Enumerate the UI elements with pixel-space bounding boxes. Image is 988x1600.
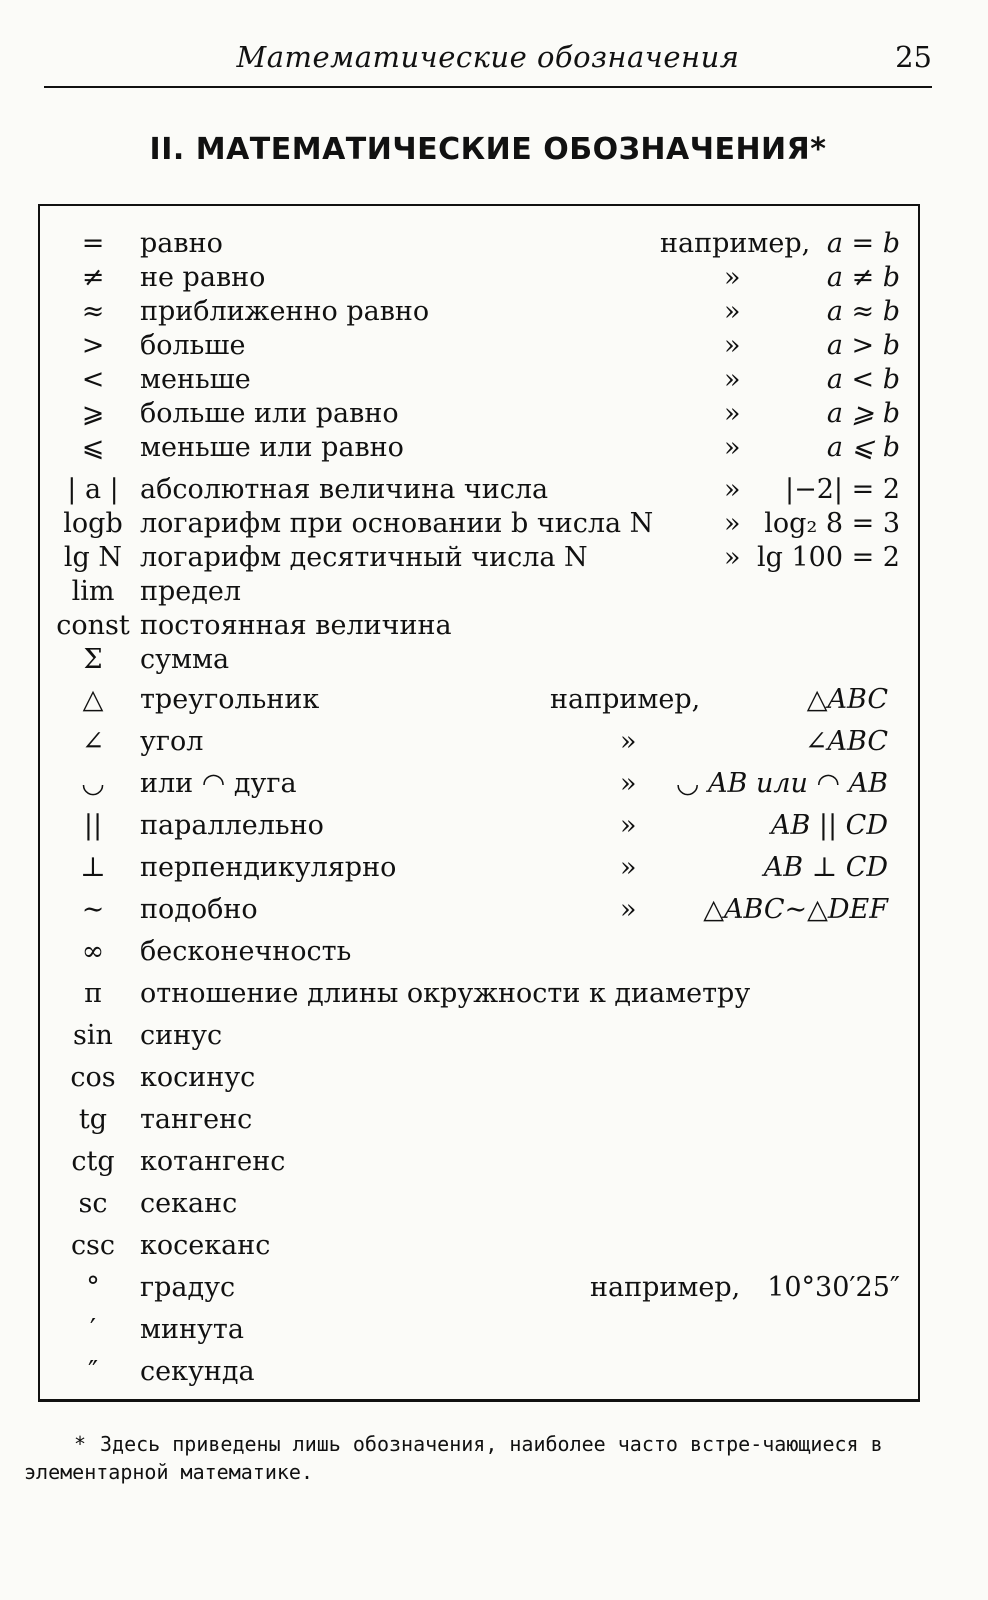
example-lead: » xyxy=(620,768,637,799)
notation-symbol: tg xyxy=(78,1104,108,1135)
example-value: a > b xyxy=(826,330,900,361)
example-value: a = b xyxy=(826,228,900,259)
table-row xyxy=(40,1058,918,1098)
notation-symbol: ⊥ xyxy=(80,852,106,883)
example-lead: » xyxy=(724,296,741,327)
example-value: △ABC∼△DEF xyxy=(703,894,888,925)
example-value: lg 100 = 2 xyxy=(756,542,900,573)
footnote-text: Здесь приведены лишь обозначения, наиболее часто встре-чающиеся в элементарной математике. xyxy=(24,1432,883,1484)
notation-meaning: треугольник xyxy=(140,684,320,715)
table-row xyxy=(40,890,918,930)
notation-symbol: ⩾ xyxy=(81,398,105,429)
example-lead: » xyxy=(724,474,741,505)
notation-symbol: csc xyxy=(70,1230,116,1261)
notation-symbol: ′ xyxy=(89,1314,97,1345)
example-lead: например, xyxy=(550,684,701,715)
notation-meaning: параллельно xyxy=(140,810,324,841)
table-row xyxy=(40,848,918,888)
example-lead: » xyxy=(724,432,741,463)
table-row xyxy=(40,1016,918,1056)
table-row xyxy=(40,764,918,804)
notation-meaning: секанс xyxy=(140,1188,238,1219)
notation-symbol: ⩽ xyxy=(81,432,105,463)
notation-symbol: > xyxy=(81,330,105,361)
notation-meaning: меньше или равно xyxy=(140,432,404,463)
notation-symbol: = xyxy=(81,228,105,259)
notation-meaning: постоянная величина xyxy=(140,610,452,641)
notation-symbol: logb xyxy=(63,508,123,539)
page-number: 25 xyxy=(895,40,932,74)
notation-meaning: меньше xyxy=(140,364,251,395)
table-row xyxy=(40,428,918,468)
example-lead: » xyxy=(724,364,741,395)
example-value: a ⩾ b xyxy=(826,398,900,429)
notation-symbol: ≈ xyxy=(81,296,105,327)
notation-meaning: не равно xyxy=(140,262,266,293)
notation-meaning: градус xyxy=(140,1272,236,1303)
notation-symbol: π xyxy=(84,978,102,1009)
notation-table xyxy=(38,204,920,1402)
table-row xyxy=(40,806,918,846)
example-value: a ⩽ b xyxy=(826,432,900,463)
table-row xyxy=(40,974,918,1014)
example-lead: » xyxy=(724,508,741,539)
notation-symbol: ° xyxy=(86,1272,100,1303)
table-row xyxy=(40,640,918,680)
notation-meaning: подобно xyxy=(140,894,258,925)
notation-symbol: ∠ xyxy=(81,726,105,757)
example-lead: » xyxy=(620,810,637,841)
example-value: AB ⊥ CD xyxy=(763,852,888,883)
example-lead: » xyxy=(620,726,637,757)
notation-symbol: < xyxy=(81,364,105,395)
notation-symbol: △ xyxy=(82,684,104,715)
notation-meaning: косеканс xyxy=(140,1230,271,1261)
notation-meaning: логарифм при основании b числа N xyxy=(140,508,654,539)
notation-symbol: || xyxy=(83,810,103,841)
example-lead: » xyxy=(724,262,741,293)
notation-symbol: const xyxy=(56,610,130,641)
example-value: △ABC xyxy=(806,684,888,715)
notation-meaning: косинус xyxy=(140,1062,256,1093)
table-row xyxy=(40,1226,918,1266)
table-row xyxy=(40,1100,918,1140)
notation-meaning: или ◠ дуга xyxy=(140,768,297,799)
notation-meaning: равно xyxy=(140,228,223,259)
notation-meaning: секунда xyxy=(140,1356,255,1387)
notation-symbol: ≠ xyxy=(81,262,105,293)
example-value: a ≠ b xyxy=(826,262,900,293)
notation-meaning: минута xyxy=(140,1314,244,1345)
example-lead: » xyxy=(724,398,741,429)
notation-symbol: sc xyxy=(78,1188,108,1219)
example-value: ◡ AB или ◠ AB xyxy=(675,768,888,799)
section-title: II. МАТЕМАТИЧЕСКИЕ ОБОЗНАЧЕНИЯ* xyxy=(149,132,827,167)
example-lead: » xyxy=(724,542,741,573)
example-value: ∠ABC xyxy=(804,726,888,757)
notation-symbol: ◡ xyxy=(81,768,105,799)
notation-symbol: ctg xyxy=(71,1146,115,1177)
example-lead: » xyxy=(724,330,741,361)
table-row xyxy=(40,680,918,720)
footnote-mark: * xyxy=(73,1432,86,1456)
example-lead: » xyxy=(620,894,637,925)
table-row xyxy=(40,1352,918,1392)
notation-meaning: бесконечность xyxy=(140,936,352,967)
notation-meaning: синус xyxy=(140,1020,223,1051)
notation-meaning: угол xyxy=(140,726,204,757)
notation-symbol: lg N xyxy=(63,542,123,573)
table-row xyxy=(40,722,918,762)
footnote xyxy=(24,1430,924,1486)
running-head xyxy=(44,34,932,88)
example-value: log₂ 8 = 3 xyxy=(764,508,900,539)
example-lead: » xyxy=(620,852,637,883)
table-row xyxy=(40,932,918,972)
notation-symbol: lim xyxy=(71,576,115,607)
example-value: a ≈ b xyxy=(826,296,900,327)
table-row xyxy=(40,1268,918,1308)
notation-meaning: перпендикулярно xyxy=(140,852,397,883)
notation-meaning: логарифм десятичный числа N xyxy=(140,542,588,573)
notation-meaning: тангенс xyxy=(140,1104,253,1135)
notation-symbol: ∞ xyxy=(81,936,105,967)
example-value: |−2| = 2 xyxy=(785,474,900,505)
example-lead: например, xyxy=(660,228,811,259)
example-value: AB || CD xyxy=(770,810,888,841)
notation-meaning: отношение длины окружности к диаметру xyxy=(140,978,751,1009)
table-row xyxy=(40,1142,918,1182)
notation-meaning: больше xyxy=(140,330,246,361)
notation-symbol: Σ xyxy=(83,644,103,675)
notation-meaning: абсолютная величина числа xyxy=(140,474,549,505)
example-lead: например, xyxy=(590,1272,741,1303)
example-value: 10°30′25″ xyxy=(767,1272,900,1303)
table-row xyxy=(40,1310,918,1350)
notation-meaning: больше или равно xyxy=(140,398,399,429)
notation-symbol: ″ xyxy=(87,1356,99,1387)
notation-symbol: cos xyxy=(70,1062,116,1093)
notation-symbol: ∼ xyxy=(81,894,105,925)
table-row xyxy=(40,1184,918,1224)
notation-meaning: сумма xyxy=(140,644,230,675)
notation-meaning: котангенс xyxy=(140,1146,286,1177)
notation-symbol: | a | xyxy=(67,474,119,505)
notation-meaning: предел xyxy=(140,576,242,607)
running-title: Математические обозначения xyxy=(236,40,740,74)
notation-symbol: sin xyxy=(73,1020,113,1051)
example-value: a < b xyxy=(826,364,900,395)
notation-meaning: приближенно равно xyxy=(140,296,430,327)
